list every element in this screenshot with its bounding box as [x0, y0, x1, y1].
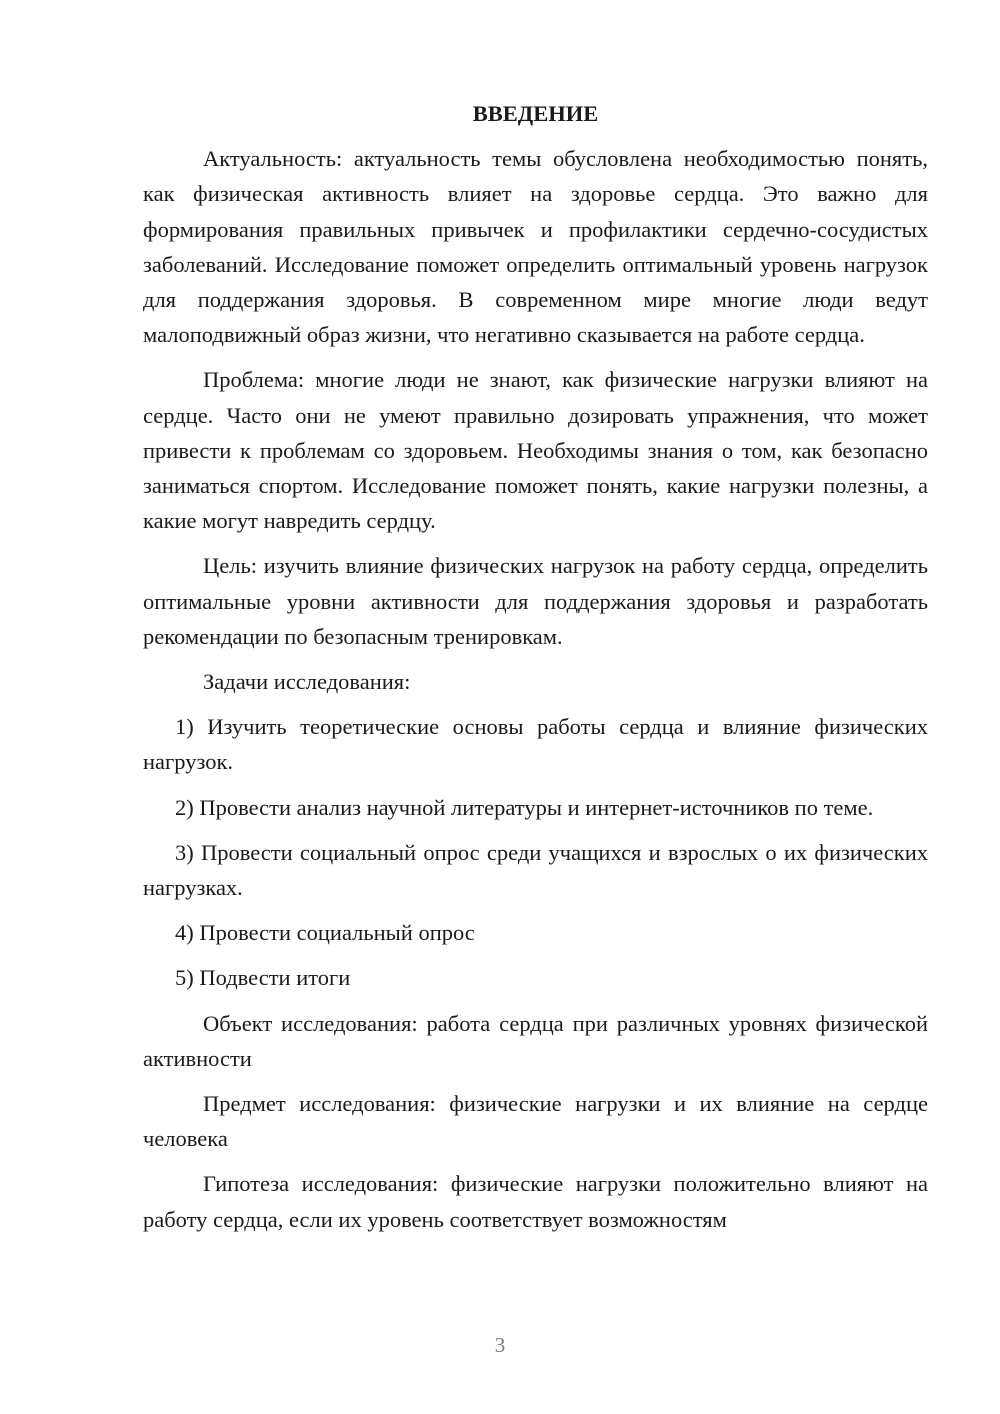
paragraph-object: Объект исследования: работа сердца при различных уровнях физической активности [143, 1010, 928, 1071]
page-number: 3 [494, 1333, 506, 1357]
task-item-2: 2) Провести анализ научной литературы и интернет-источников по теме. [175, 794, 874, 820]
paragraph-subject: Предмет исследования: физические нагрузки и их влияние на сердце человека [143, 1091, 928, 1152]
page-title: ВВЕДЕНИЕ [472, 101, 599, 126]
task-item-4: 4) Провести социальный опрос [175, 920, 475, 946]
paragraph-relevance: Актуальность: актуальность темы обусловлена необходимостью понять, как физическая активность влияет на здоровье сердца. Это важно для формирования правильных привычек и профилактики сердечно-сосудистых заболеваний. Исследование поможет определить оптимальный уровень нагрузок для поддержания здоровья. В современном мире многие люди ведут малоподвижный образ жизни, что негативно сказывается на работе сердца. [143, 146, 928, 348]
task-item-1: 1) Изучить теоретические основы работы сердца и влияние физических нагрузок. [143, 714, 928, 775]
page-content [143, 96, 928, 1247]
paragraph-goal: Цель: изучить влияние физических нагрузок на работу сердца, определить оптимальные уровни активности для поддержания здоровья и разработать рекомендации по безопасным тренировкам. [143, 553, 928, 649]
tasks-heading: Задачи исследования: [203, 669, 411, 695]
paragraph-problem: Проблема: многие люди не знают, как физические нагрузки влияют на сердце. Часто они не умеют правильно дозировать упражнения, что может привести к проблемам со здоровьем. Необходимы знания о том, как безопасно заниматься спортом. Исследование поможет понять, какие нагрузки полезны, а какие могут навредить сердцу. [143, 367, 928, 534]
task-item-3: 3) Провести социальный опрос среди учащихся и взрослых о их физических нагрузках. [143, 839, 928, 901]
paragraph-hypothesis: Гипотеза исследования: физические нагрузки положительно влияют на работу сердца, если их уровень соответствует возможностям [143, 1171, 928, 1232]
task-item-5: 5) Подвести итоги [175, 965, 351, 991]
